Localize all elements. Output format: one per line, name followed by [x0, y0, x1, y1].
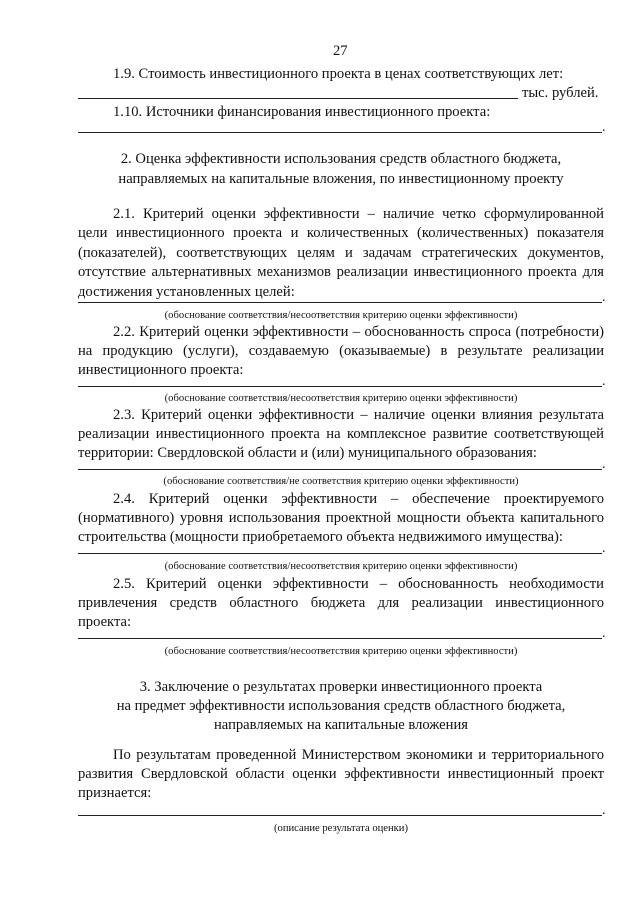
criterion-2-2-line2: на продукцию (услуги), создаваемую (оказываемые) в результате реализации	[78, 343, 604, 359]
conclusion-line2: развития Свердловской области оценки эффективности инвестиционный проект	[78, 766, 604, 782]
line-end-period: .	[602, 120, 606, 135]
funding-sources-fill-line[interactable]	[78, 132, 602, 133]
conclusion-caption: (описание результата оценки)	[274, 823, 408, 834]
criterion-2-2-line3: инвестиционного проекта:	[78, 362, 244, 378]
criterion-2-4-caption: (обоснование соответствия/несоответствия критерию оценки эффективности)	[164, 561, 518, 572]
section-3-heading-line3: направляемых на капитальные вложения	[213, 717, 468, 733]
criterion-2-3-fill-line[interactable]	[78, 469, 602, 470]
line-end-period: .	[602, 457, 606, 472]
criterion-2-3-line1: 2.3. Критерий оценки эффективности – наличие оценки влияния результата	[113, 407, 604, 423]
cost-fill-line[interactable]	[78, 98, 518, 99]
section-3-heading-line1: 3. Заключение о результатах проверки инвестиционного проекта	[139, 679, 543, 695]
conclusion-line1: По результатам проведенной Министерством экономики и территориального	[113, 747, 604, 763]
criterion-2-3-line3: территории: Свердловской области и (или) муниципального образования:	[78, 445, 537, 461]
line-end-period: .	[602, 626, 606, 641]
criterion-2-2-fill-line[interactable]	[78, 386, 602, 387]
line-end-period: .	[602, 290, 606, 305]
line-end-period: .	[602, 374, 606, 389]
criterion-2-5-caption: (обоснование соответствия/несоответствия критерию оценки эффективности)	[164, 646, 518, 657]
criterion-2-1-text: цели инвестиционного проекта и количественных (количественных) показателя (показателей), соответствующих целям и задачам стратегических документов, отсутствие альтернативных механизмов реализации инвестиционного проекта для достижения установленных целей:	[78, 225, 604, 300]
line-end-period: .	[602, 803, 606, 818]
criterion-2-1-caption: (обоснование соответствия/несоответствия критерию оценки эффективности)	[164, 310, 518, 321]
criterion-2-5-line3: проекта:	[78, 614, 132, 630]
section-3-heading-line2: на предмет эффективности использования средств областного бюджета,	[116, 698, 566, 714]
criterion-2-4-fill-line[interactable]	[78, 553, 602, 554]
criterion-2-1-line1: 2.1. Критерий оценки эффективности – наличие четко сформулированной	[113, 206, 604, 222]
criterion-2-2-line1: 2.2. Критерий оценки эффективности – обоснованность спроса (потребности)	[113, 324, 604, 340]
criterion-2-5-fill-line[interactable]	[78, 638, 602, 639]
section-2-heading-line1: 2. Оценка эффективности использования средств областного бюджета,	[120, 151, 562, 167]
item-1-10-text: 1.10. Источники финансирования инвестиционного проекта:	[113, 104, 491, 120]
item-1-9-text: 1.9. Стоимость инвестиционного проекта в ценах соответствующих лет:	[113, 66, 564, 82]
criterion-2-3-line2: реализации инвестиционного проекта на комплексное развитие соответствующей	[78, 426, 604, 442]
criterion-2-5-line1: 2.5. Критерий оценки эффективности – обоснованность необходимости	[113, 576, 604, 592]
criterion-2-4-line2: (нормативного) уровня использования проектной мощности объекта капитального	[78, 510, 604, 526]
section-2-heading-line2: направляемых на капитальные вложения, по инвестиционному проекту	[118, 171, 564, 187]
page-number: 27	[333, 43, 348, 59]
criterion-2-5-line2: привлечения средств областного бюджета для реализации инвестиционного	[78, 595, 604, 611]
line-end-period: .	[602, 541, 606, 556]
conclusion-line3: признается:	[78, 785, 152, 801]
criterion-2-2-caption: (обоснование соответствия/несоответствия критерию оценки эффективности)	[164, 393, 518, 404]
criterion-2-4-line3: строительства (мощности приобретаемого объекта недвижимого имущества):	[78, 529, 563, 545]
criterion-2-4-line1: 2.4. Критерий оценки эффективности – обеспечение проектируемого	[113, 491, 604, 507]
conclusion-fill-line[interactable]	[78, 815, 602, 816]
cost-unit-label: тыс. рублей.	[522, 85, 599, 101]
criterion-2-1-fill-line[interactable]	[78, 302, 602, 303]
criterion-2-3-caption: (обоснование соответствия/не соответствия критерию оценки эффективности)	[163, 476, 519, 487]
